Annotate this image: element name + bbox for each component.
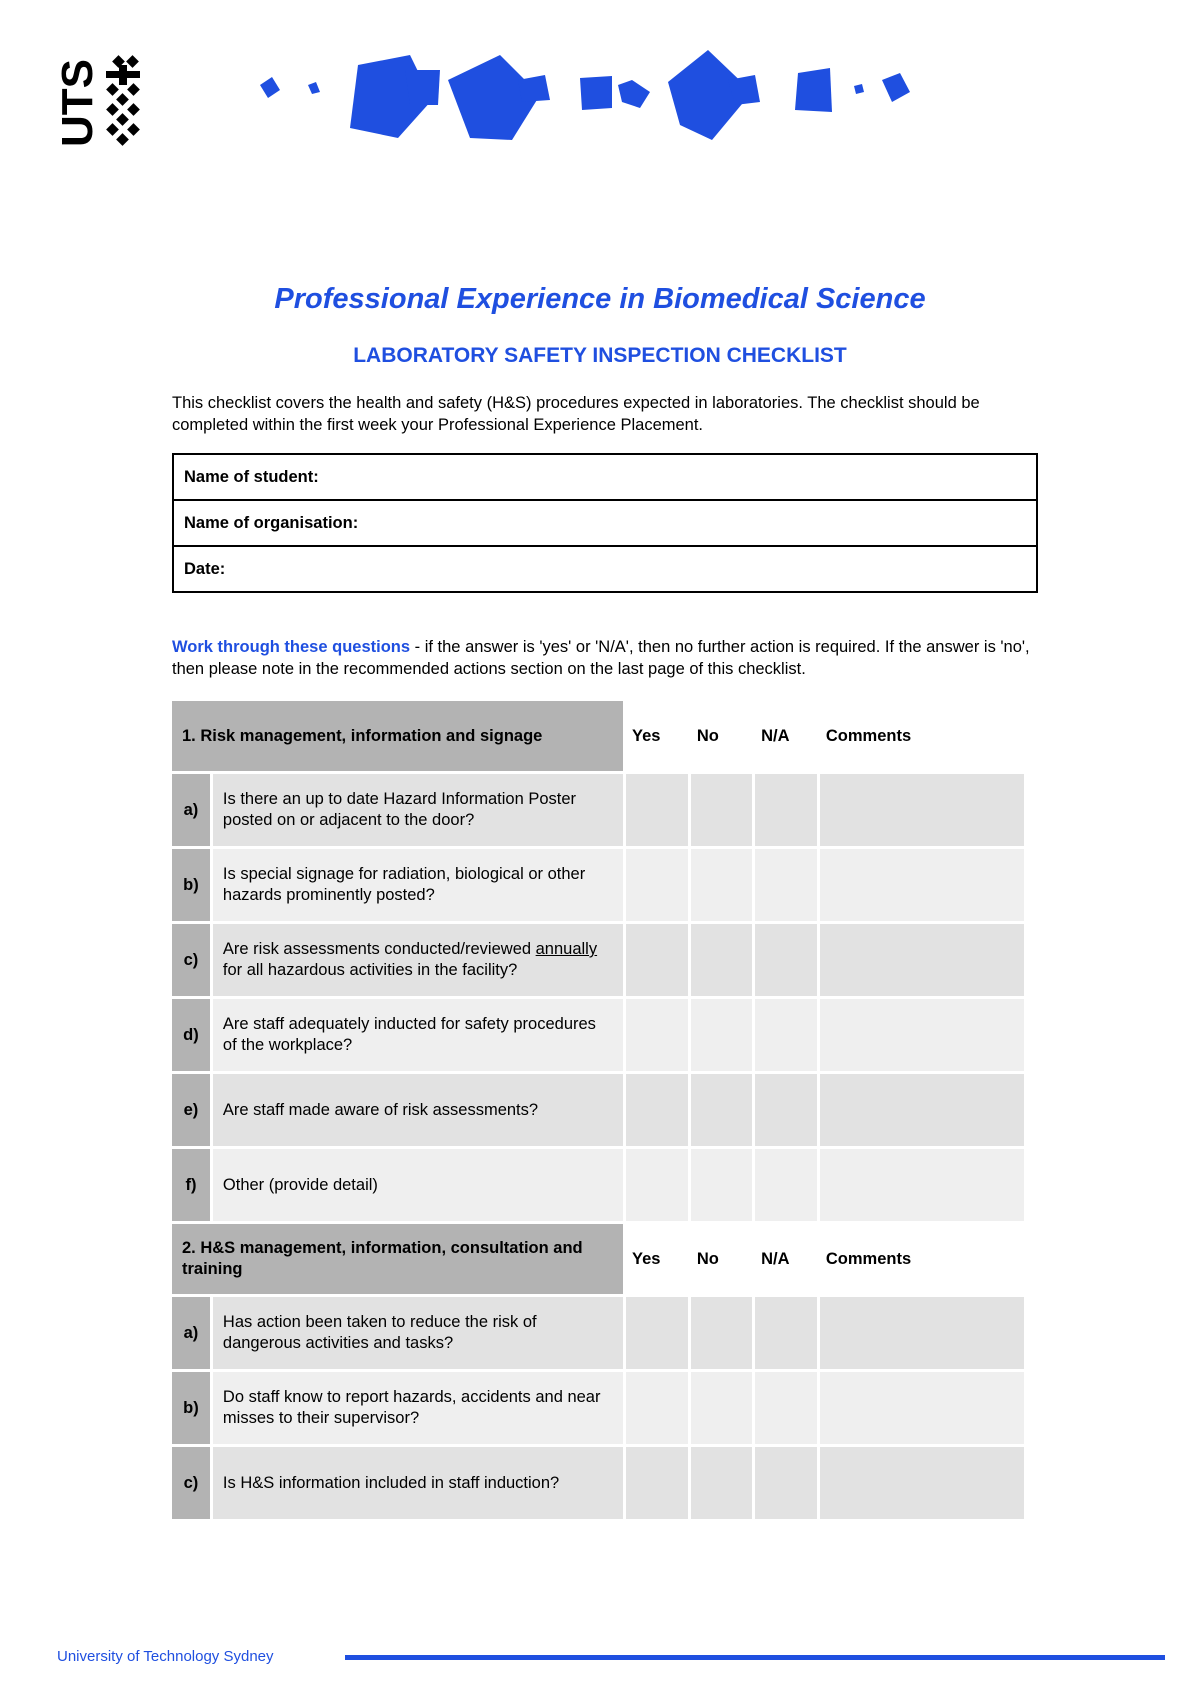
checklist-row — [172, 924, 1024, 996]
item-question: Are staff made aware of risk assessments? — [213, 1074, 623, 1146]
instructions-text: - if the answer is 'yes' or 'N/A', then no further action is required. If the answer is 'no', then please note in the recommended actions section on the last page of this checklist. — [172, 638, 1030, 678]
comments-cell[interactable] — [820, 999, 1024, 1071]
checklist-row — [172, 1074, 1024, 1146]
checklist-row — [172, 1447, 1024, 1519]
organisation-row — [173, 500, 1037, 546]
item-question: Other (provide detail) — [213, 1149, 623, 1221]
student-name-row — [173, 454, 1037, 500]
question-part: for all hazardous activities in the facility? — [222, 961, 518, 979]
question-emphasis: annually — [535, 940, 598, 958]
item-letter: b) — [172, 1372, 210, 1444]
yes-cell[interactable] — [626, 1372, 688, 1444]
checklist-row — [172, 1297, 1024, 1369]
comments-cell[interactable] — [820, 1074, 1024, 1146]
yes-cell[interactable] — [626, 1149, 688, 1221]
item-letter: b) — [172, 849, 210, 921]
column-no: No — [691, 701, 752, 771]
item-letter: f) — [172, 1149, 210, 1221]
na-cell[interactable] — [755, 1297, 817, 1369]
checklist-row — [172, 999, 1024, 1071]
comments-cell[interactable] — [820, 774, 1024, 846]
instructions-lead: Work through these questions — [172, 638, 411, 656]
no-cell[interactable] — [691, 1297, 752, 1369]
na-cell[interactable] — [755, 1149, 817, 1221]
logo-wordmark: UTS — [53, 59, 102, 147]
yes-cell[interactable] — [626, 924, 688, 996]
section-header — [172, 701, 1024, 771]
no-cell[interactable] — [691, 999, 752, 1071]
date-field[interactable]: Date: — [173, 546, 1037, 592]
yes-cell[interactable] — [626, 999, 688, 1071]
column-yes: Yes — [626, 1224, 688, 1294]
no-cell[interactable] — [691, 774, 752, 846]
item-question: Is H&S information included in staff induction? — [213, 1447, 623, 1519]
footer-rule — [345, 1655, 1165, 1660]
item-question: Are staff adequately inducted for safety procedures of the workplace? — [213, 999, 623, 1071]
item-letter: a) — [172, 1297, 210, 1369]
no-cell[interactable] — [691, 924, 752, 996]
no-cell[interactable] — [691, 1372, 752, 1444]
no-cell[interactable] — [691, 849, 752, 921]
item-question: Has action been taken to reduce the risk of dangerous activities and tasks? — [213, 1297, 623, 1369]
column-comments: Comments — [820, 1224, 1024, 1294]
na-cell[interactable] — [755, 924, 817, 996]
na-cell[interactable] — [755, 774, 817, 846]
item-letter: e) — [172, 1074, 210, 1146]
column-na: N/A — [755, 701, 817, 771]
yes-cell[interactable] — [626, 1447, 688, 1519]
intro-paragraph: This checklist covers the health and safety (H&S) procedures expected in laboratories. The checklist should be completed within the first week your Professional Experience Placement. — [172, 394, 980, 434]
item-question — [213, 924, 623, 996]
checklist-table — [169, 698, 1027, 1522]
footer-university: University of Technology Sydney — [57, 1648, 274, 1665]
checklist-row — [172, 1149, 1024, 1221]
item-letter: c) — [172, 1447, 210, 1519]
column-na: N/A — [755, 1224, 817, 1294]
uts-crest-icon — [52, 55, 162, 155]
organisation-name-field[interactable]: Name of organisation: — [173, 500, 1037, 546]
item-question: Is special signage for radiation, biological or other hazards prominently posted? — [213, 849, 623, 921]
comments-cell[interactable] — [820, 1149, 1024, 1221]
section-header — [172, 1224, 1024, 1294]
column-no: No — [691, 1224, 752, 1294]
comments-cell[interactable] — [820, 1297, 1024, 1369]
item-letter: d) — [172, 999, 210, 1071]
na-cell[interactable] — [755, 1372, 817, 1444]
no-cell[interactable] — [691, 1447, 752, 1519]
comments-cell[interactable] — [820, 1447, 1024, 1519]
question-part: Are risk assessments conducted/reviewed — [222, 940, 536, 958]
checklist-row — [172, 849, 1024, 921]
student-name-field[interactable]: Name of student: — [173, 454, 1037, 500]
checklist-row — [172, 1372, 1024, 1444]
decorative-shapes-banner — [250, 40, 1010, 155]
section-title: 1. Risk management, information and signage — [172, 701, 623, 771]
instructions-paragraph — [172, 636, 1032, 680]
na-cell[interactable] — [755, 1447, 817, 1519]
comments-cell[interactable] — [820, 924, 1024, 996]
checklist-row — [172, 774, 1024, 846]
column-comments: Comments — [820, 701, 1024, 771]
item-letter: a) — [172, 774, 210, 846]
na-cell[interactable] — [755, 1074, 817, 1146]
column-yes: Yes — [626, 701, 688, 771]
na-cell[interactable] — [755, 849, 817, 921]
date-row — [173, 546, 1037, 592]
yes-cell[interactable] — [626, 849, 688, 921]
section-title: 2. H&S management, information, consultation and training — [172, 1224, 623, 1294]
item-letter: c) — [172, 924, 210, 996]
na-cell[interactable] — [755, 999, 817, 1071]
student-info-table — [172, 453, 1038, 593]
document-subtitle: LABORATORY SAFETY INSPECTION CHECKLIST — [353, 344, 847, 367]
yes-cell[interactable] — [626, 1297, 688, 1369]
uts-logo — [52, 55, 162, 155]
comments-cell[interactable] — [820, 849, 1024, 921]
item-question: Do staff know to report hazards, accidents and near misses to their supervisor? — [213, 1372, 623, 1444]
comments-cell[interactable] — [820, 1372, 1024, 1444]
no-cell[interactable] — [691, 1149, 752, 1221]
yes-cell[interactable] — [626, 774, 688, 846]
item-question: Is there an up to date Hazard Information Poster posted on or adjacent to the door? — [213, 774, 623, 846]
document-title: Professional Experience in Biomedical Science — [274, 283, 926, 315]
yes-cell[interactable] — [626, 1074, 688, 1146]
no-cell[interactable] — [691, 1074, 752, 1146]
